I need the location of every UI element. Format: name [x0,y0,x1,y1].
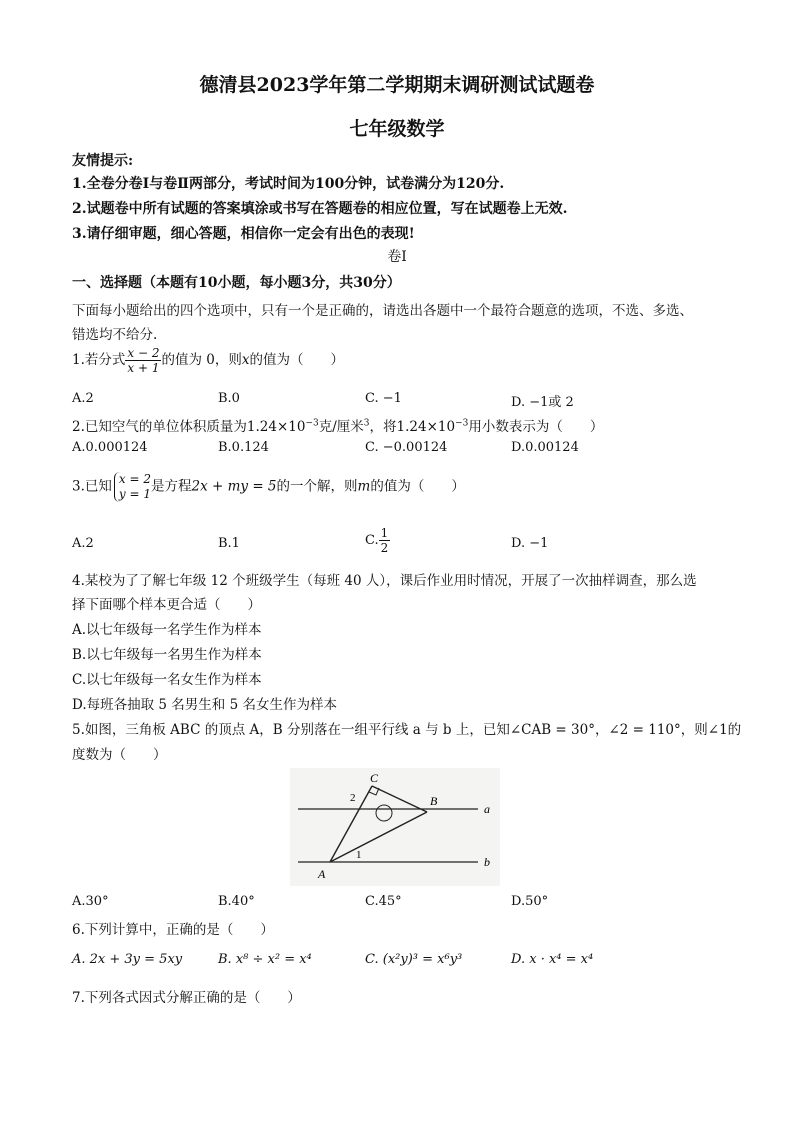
section-heading: 一、选择题（本题有10小题，每小题3分，共30分） [72,275,401,291]
q2-text-d: 用小数表示为（ ） [468,419,604,435]
q2-unit-exponent: 3 [363,418,370,429]
q5-line-1: 5.如图，三角板 ABC 的顶点 A，B 分别落在一组平行线 a 与 b 上，已知∠CAB = 30°，∠2 = 110°，则∠1的 [72,722,742,738]
q2-text-c: ，将1.24×10 [369,419,456,435]
label-line-a: a [484,802,490,816]
q5-option-a: A.30° [72,894,109,909]
question-3 [72,472,465,502]
instructions-line-1: 下面每小题给出的四个选项中，只有一个是正确的，请选出各题中一个最符合题意的选项，不选、多选、 [72,303,693,319]
label-line-b: b [484,855,490,869]
notice-item-1: 1.全卷分卷Ⅰ与卷Ⅱ两部分，考试时间为100分钟，试卷满分为120分. [72,176,505,192]
label-angle-2: 2 [350,792,356,804]
q2-option-b: B.0.124 [218,440,269,455]
q1-option-b: B.0 [218,391,240,406]
q3-option-c [365,526,390,555]
q1-fraction [125,346,161,375]
volume-label: 卷Ⅰ [387,249,407,265]
q3-text-a: 是方程 [151,478,192,495]
q3-equation-system [114,472,151,502]
question-7: 7.下列各式因式分解正确的是（ ） [72,990,301,1006]
q2-text-b: 克/厘米 [318,419,364,435]
notice-item-3: 3.请仔细审题，细心答题，相信你一定会有出色的表现! [72,226,415,242]
q2-text-a: 2.已知空气的单位体积质量为1.24×10 [72,419,306,435]
triangle-parallel-lines-figure [290,768,500,886]
q6-option-c: C. (x²y)³ = x⁶y³ [365,952,463,967]
q1-var: x [241,352,250,368]
notice-heading: 友情提示: [72,153,134,169]
q3-option-d: D. −1 [511,536,549,551]
q3-option-c-num: 1 [380,526,389,540]
question-1 [72,346,344,375]
q6-option-a: A. 2x + 3y = 5xy [72,952,183,967]
q1-text-a: 的值为 0，则 [161,352,242,368]
q3-text-b: 的一个解，则 [276,478,358,495]
q4-option-b: B.以七年级每一名男生作为样本 [72,647,262,663]
instructions-line-2: 错选均不给分. [72,327,158,343]
label-b: B [430,794,438,808]
exam-title: 德清县2023学年第二学期期末调研测试试题卷 [199,74,595,96]
notice-item-2: 2.试题卷中所有试题的答案填涂或书写在答题卷的相应位置，写在试题卷上无效. [72,201,568,217]
label-angle-1: 1 [356,849,362,861]
q3-option-a: A.2 [72,536,94,551]
q5-option-d: D.50° [511,894,549,909]
q2-exponent-2: −3 [455,418,469,429]
q3-option-c-den: 2 [380,541,389,555]
q2-option-d: D.0.00124 [511,440,579,455]
q3-text-c: 的值为（ ） [370,478,465,495]
q3-option-b: B.1 [218,536,240,551]
q1-option-c: C. −1 [365,391,402,406]
q3-system-line-2: y = 1 [118,487,151,501]
exam-subtitle: 七年级数学 [349,118,445,140]
question-2 [72,415,603,435]
q3-option-c-label: C. [365,533,379,548]
q3-system-line-1: x = 2 [118,472,151,486]
q3-var: m [357,478,371,495]
q2-option-a: A.0.000124 [72,440,148,455]
q5-line-2: 度数为（ ） [72,747,167,763]
q1-option-d: D. −1或 2 [511,395,574,410]
q5-option-c: C.45° [365,894,402,909]
q1-option-a: A.2 [72,391,94,406]
label-c: C [370,771,379,785]
q6-option-b: B. x⁸ ÷ x² = x⁴ [218,952,312,967]
q4-line-2: 择下面哪个样本更合适（ ） [72,597,261,613]
q4-line-1: 4.某校为了了解七年级 12 个班级学生（每班 40 人），课后作业用时情况，开展了一次抽样调查，那么选 [72,573,697,589]
q4-option-a: A.以七年级每一名学生作为样本 [72,622,262,638]
q1-text-b: 的值为（ ） [249,352,344,368]
q2-exponent: −3 [305,418,319,429]
q3-option-c-fraction [379,526,391,555]
label-a-vertex: A [318,867,326,881]
q4-option-d: D.每班各抽取 5 名男生和 5 名女生作为样本 [72,697,337,713]
q1-prefix: 1.若分式 [72,352,126,368]
q5-option-b: B.40° [218,894,255,909]
q6-option-d: D. x · x⁴ = x⁴ [511,952,594,967]
q2-option-c: C. −0.00124 [365,440,448,455]
question-6: 6.下列计算中，正确的是（ ） [72,922,274,938]
q1-frac-num: x − 2 [127,346,160,360]
q3-equation: 2x + my = 5 [191,478,277,495]
q3-prefix: 3.已知 [72,478,112,495]
q4-option-c: C.以七年级每一名女生作为样本 [72,672,262,688]
q1-frac-den: x + 1 [127,361,160,375]
